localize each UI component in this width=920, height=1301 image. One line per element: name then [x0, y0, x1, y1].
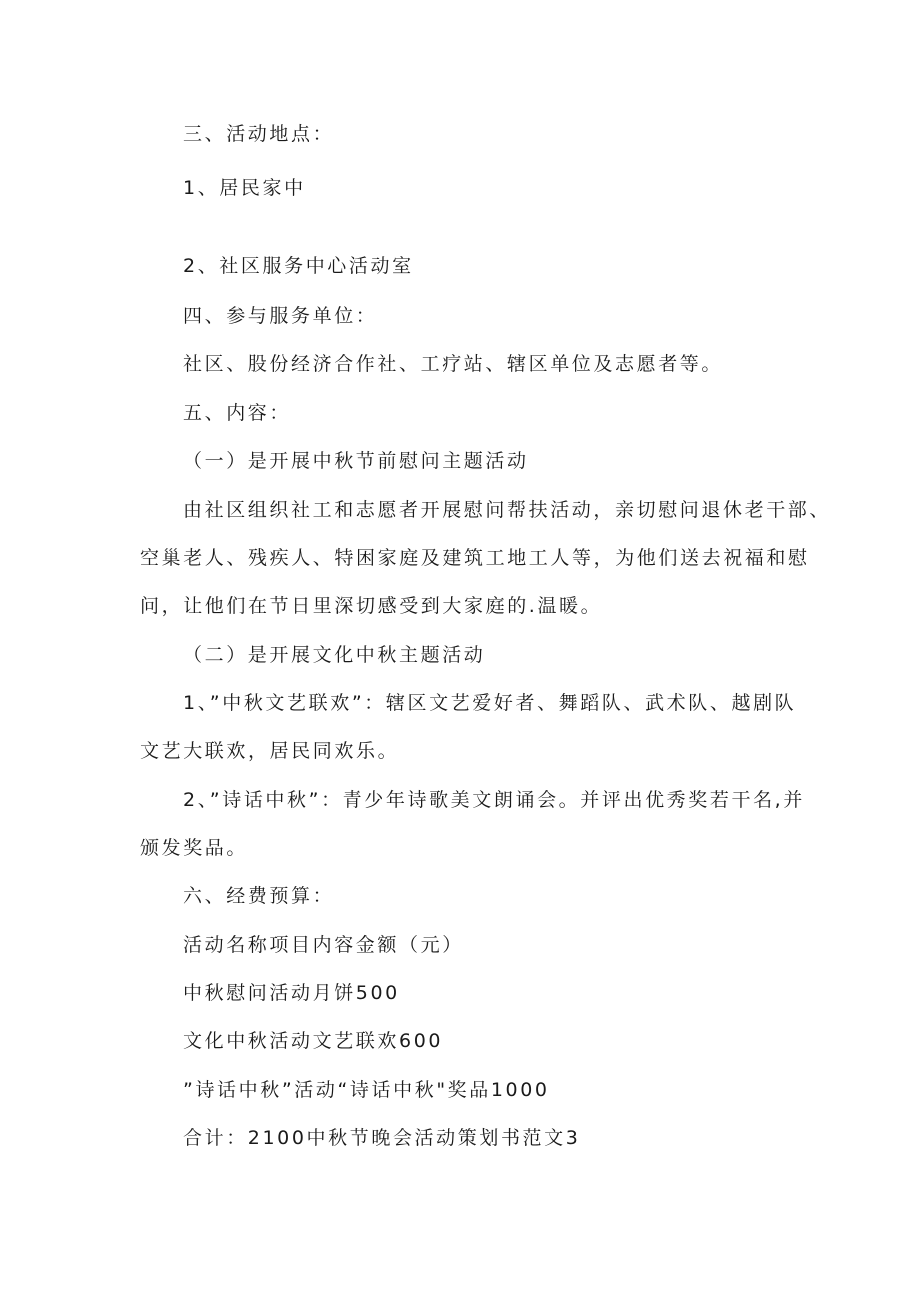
- location-item-1: 1、居民家中: [183, 177, 306, 199]
- heading-service-units: 四、参与服务单位：: [183, 305, 378, 327]
- budget-header: 活动名称项目内容金额（元）: [183, 934, 464, 956]
- paragraph-line-3: 问，让他们在节日里深切感受到大家庭的.温暖。: [140, 595, 603, 617]
- subheading-cultural-activity: （二）是开展文化中秋主题活动: [183, 644, 486, 666]
- location-item-2: 2、社区服务中心活动室: [183, 255, 414, 277]
- paragraph-line-1: 由社区组织社工和志愿者开展慰问帮扶活动，亲切慰问退休老干部、: [183, 499, 832, 521]
- budget-total: 合计：2100中秋节晚会活动策划书范文3: [183, 1127, 581, 1149]
- service-units-text: 社区、股份经济合作社、工疗站、辖区单位及志愿者等。: [183, 353, 724, 375]
- paragraph-line-2: 空巢老人、残疾人、特困家庭及建筑工地工人等，为他们送去祝福和慰: [140, 547, 810, 569]
- subheading-mid-autumn-visit: （一）是开展中秋节前慰问主题活动: [183, 450, 529, 472]
- budget-row-3: ”诗话中秋”活动“诗话中秋"奖品1000: [183, 1079, 550, 1101]
- budget-row-2: 文化中秋活动文艺联欢600: [183, 1030, 444, 1052]
- cultural-item-1-line-1: 1、”中秋文艺联欢”：辖区文艺爱好者、舞蹈队、武术队、越剧队: [183, 692, 797, 714]
- cultural-item-2-line-1: 2、”诗话中秋”：青少年诗歌美文朗诵会。并评出优秀奖若干名,并: [183, 789, 805, 811]
- heading-content: 五、内容：: [183, 402, 292, 424]
- heading-activity-location: 三、活动地点：: [183, 123, 335, 145]
- budget-row-1: 中秋慰问活动月饼500: [183, 982, 400, 1004]
- heading-budget: 六、经费预算：: [183, 885, 335, 907]
- cultural-item-2-line-2: 颁发奖品。: [140, 837, 249, 859]
- cultural-item-1-line-2: 文艺大联欢，居民同欢乐。: [140, 740, 400, 762]
